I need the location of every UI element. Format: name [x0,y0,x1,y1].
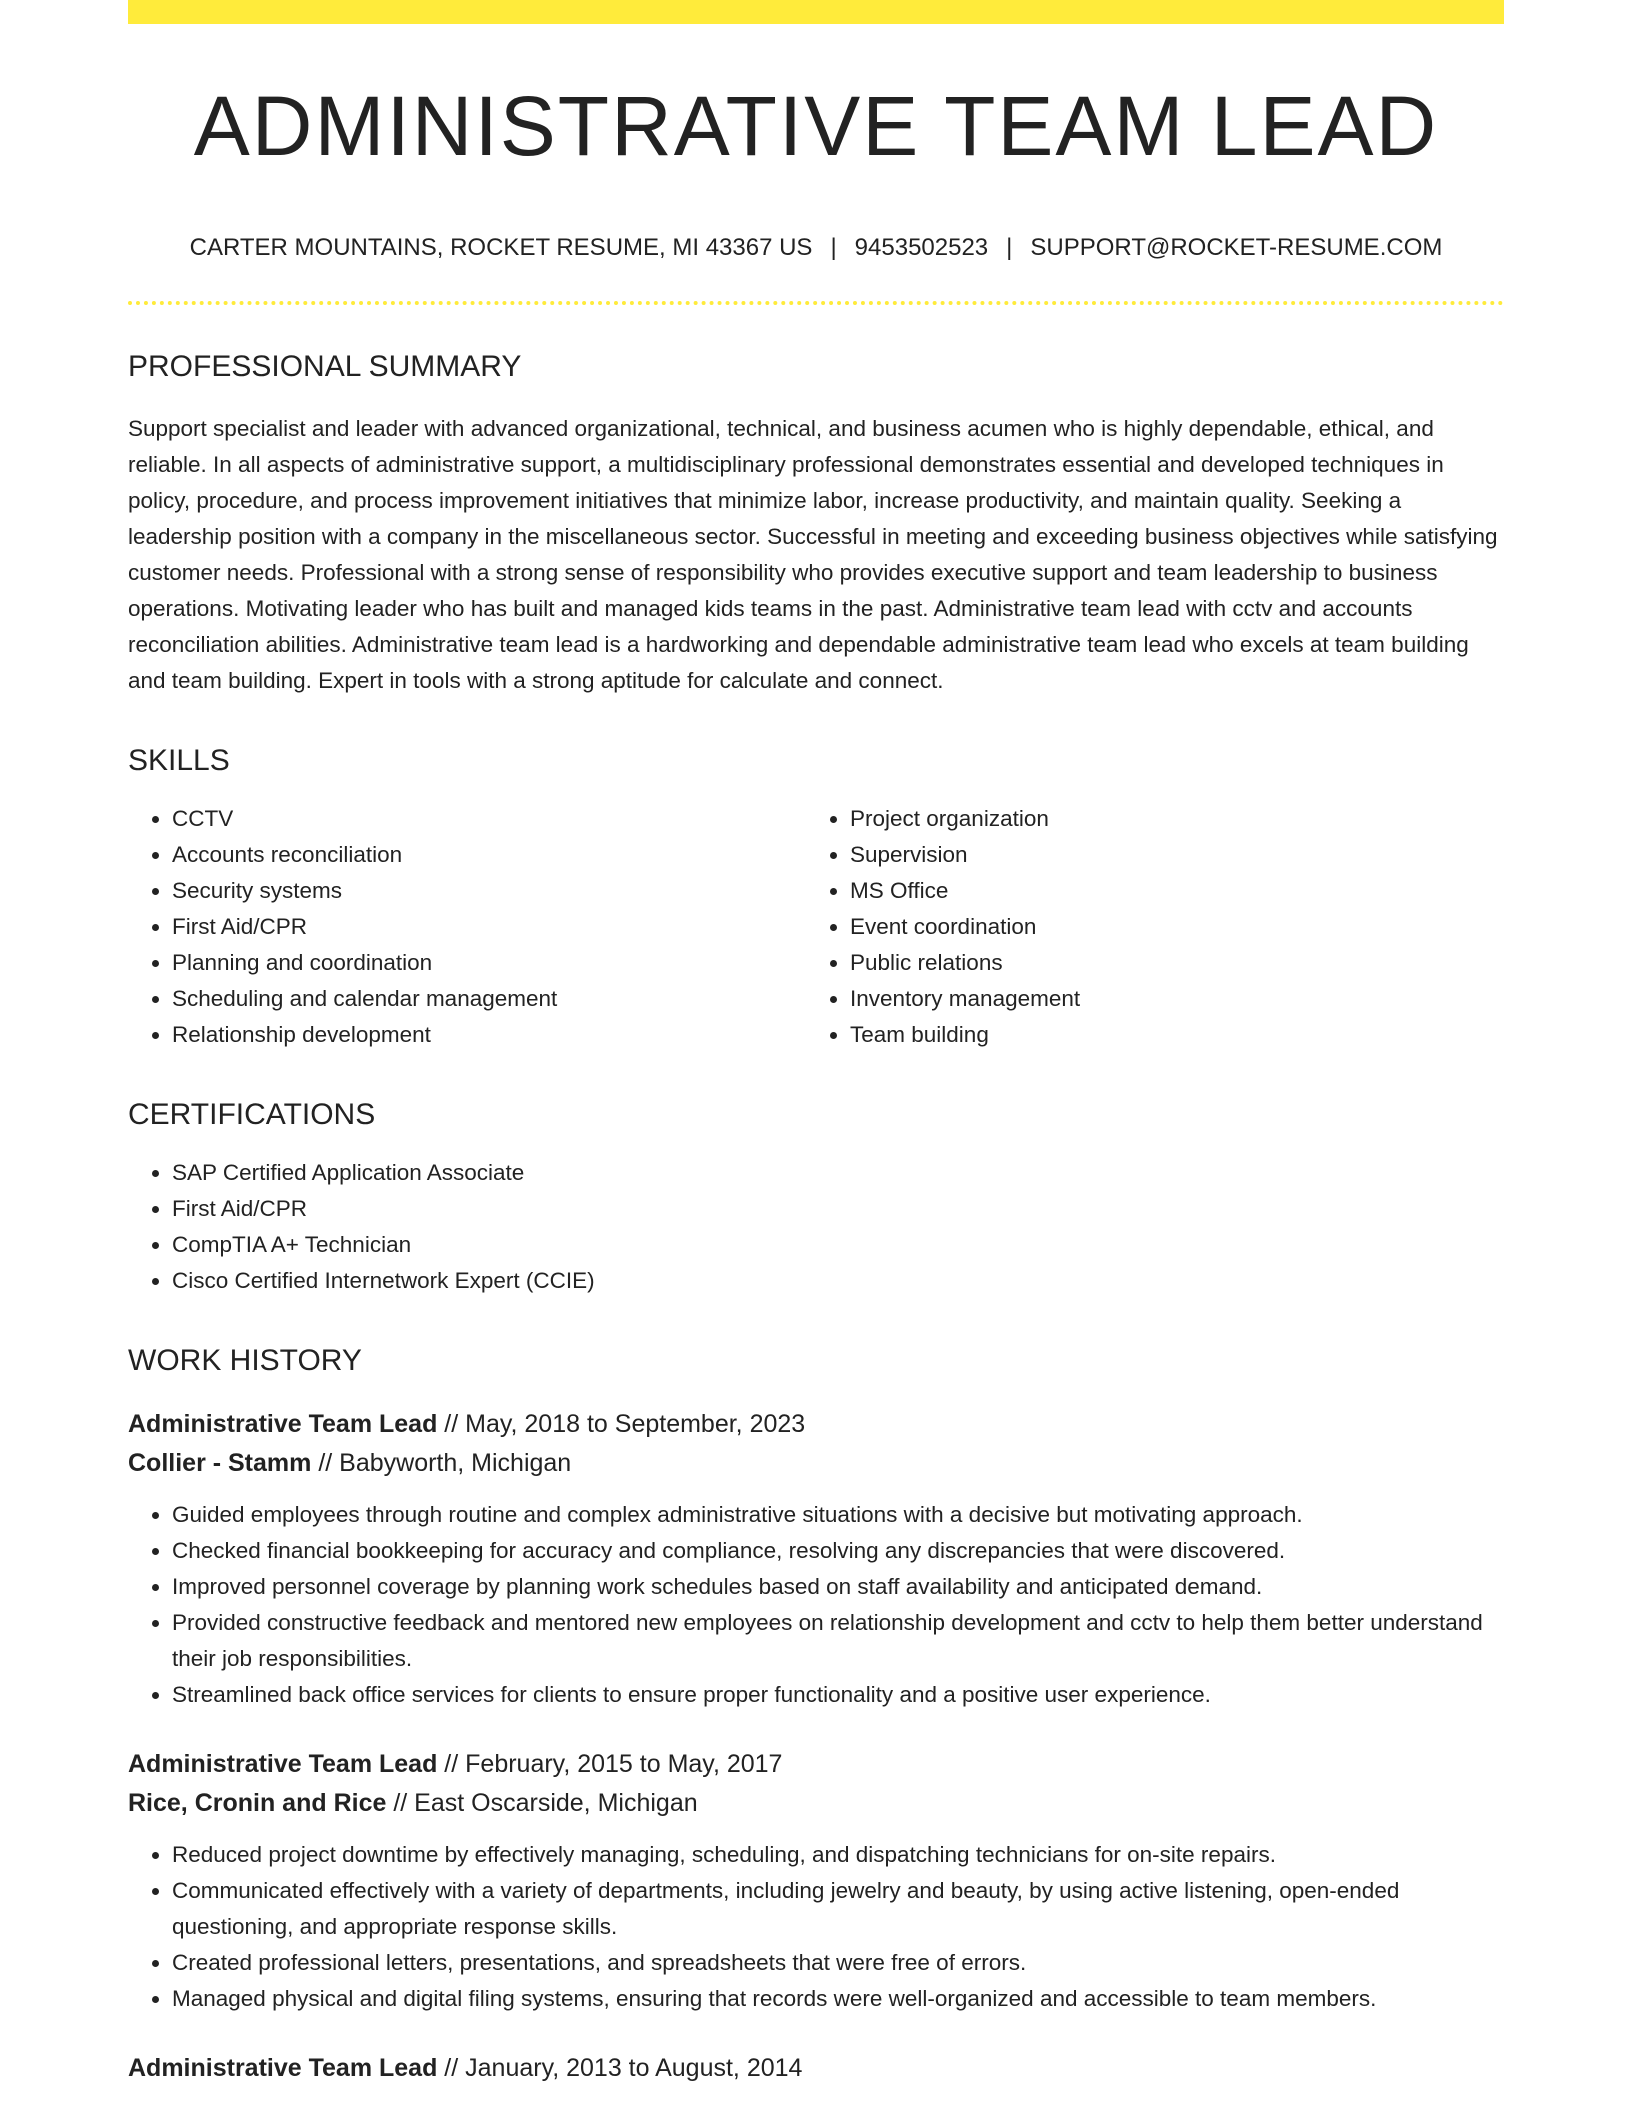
skills-list-right [806,801,1484,1053]
skills-list-left [128,801,806,1053]
skill-item: • First Aid/CPR [172,909,806,945]
job-bullets [128,1837,1504,2017]
certification-item: • First Aid/CPR [172,1191,1504,1227]
certifications-list [128,1155,1504,1299]
job-bullets [128,1497,1504,1713]
job-company-line [128,1784,1504,1823]
skill-item: • Inventory management [850,981,1484,1017]
job-role: Administrative Team Lead [128,1750,438,1779]
contact-separator: | [1006,234,1013,262]
certifications-section [128,1097,1504,1299]
skill-item: • Planning and coordination [172,945,806,981]
summary-section [128,349,1504,699]
resume-name: ADMINISTRATIVE TEAM LEAD [193,79,1439,173]
job-dates: // May, 2018 to September, 2023 [437,1410,806,1439]
skills-section [128,743,1504,1053]
job-location: // East Oscarside, Michigan [386,1789,698,1818]
skill-item: • Project organization [850,801,1484,837]
job-bullet: • Improved personnel coverage by planning work schedules based on staff availability and anticipated demand. [172,1569,1504,1605]
certification-item: • Cisco Certified Internetwork Expert (CCIE) [172,1263,1504,1299]
contact-separator: | [830,234,837,262]
contact-address: CARTER MOUNTAINS, ROCKET RESUME, MI 43367 US [189,234,813,262]
job-role: Administrative Team Lead [128,2054,438,2083]
job-entry [128,1405,1504,1713]
job-title-line [128,1405,1504,1444]
job-dates: // February, 2015 to May, 2017 [437,1750,783,1779]
certification-item: • SAP Certified Application Associate [172,1155,1504,1191]
job-role: Administrative Team Lead [128,1410,438,1439]
skill-item: • Team building [850,1017,1484,1053]
job-dates: // January, 2013 to August, 2014 [437,2054,803,2083]
job-bullet: • Managed physical and digital filing systems, ensuring that records were well-organized and accessible to team members. [172,1981,1504,2017]
skill-item: • Public relations [850,945,1484,981]
skills-heading: SKILLS [128,744,230,778]
resume-page [128,0,1504,2088]
job-bullet: • Provided constructive feedback and mentored new employees on relationship development and cctv to help them better understand their job responsibilities. [172,1605,1504,1677]
skill-item: • Security systems [172,873,806,909]
job-title-line [128,2049,1504,2088]
job-bullet: • Streamlined back office services for clients to ensure proper functionality and a positive user experience. [172,1677,1504,1713]
skill-item: • Event coordination [850,909,1484,945]
work-history-heading: WORK HISTORY [128,1344,362,1378]
job-entry [128,1745,1504,2017]
contact-line [128,234,1504,263]
skill-item: • Scheduling and calendar management [172,981,806,1017]
skill-item: • CCTV [172,801,806,837]
contact-email: SUPPORT@ROCKET-RESUME.COM [1030,234,1443,262]
job-company: Collier - Stamm [128,1449,312,1478]
job-bullet: • Created professional letters, presentations, and spreadsheets that were free of errors. [172,1945,1504,1981]
skill-item: • Supervision [850,837,1484,873]
work-history-section [128,1343,1504,2088]
skills-columns [128,801,1504,1053]
job-entry [128,2049,1504,2088]
summary-text: Support specialist and leader with advanced organizational, technical, and business acumen who is highly dependable, ethical, and reliable. In all aspects of administrative support, a multidisciplinary professional demonstrates essential and developed techniques in policy, procedure, and process improvement initiatives that minimize labor, increase productivity, and maintain quality. Seeking a leadership position with a company in the miscellaneous sector. Successful in meeting and exceeding business objectives while satisfying customer needs. Professional with a strong sense of responsibility who provides executive support and team leadership to business operations. Motivating leader who has built and managed kids teams in the past. Administrative team lead with cctv and accounts reconciliation abilities. Administrative team lead is a hardworking and dependable administrative team lead who excels at team building and team building. Expert in tools with a strong aptitude for calculate and connect. [128,416,1498,694]
job-company: Rice, Cronin and Rice [128,1789,387,1818]
job-location: // Babyworth, Michigan [311,1449,572,1478]
top-accent-bar [128,0,1504,24]
certifications-heading: CERTIFICATIONS [128,1098,376,1132]
job-bullet: • Checked financial bookkeeping for accuracy and compliance, resolving any discrepancies that were discovered. [172,1533,1504,1569]
skill-item: • Accounts reconciliation [172,837,806,873]
contact-phone: 9453502523 [854,234,989,262]
header-divider [128,301,1504,305]
job-bullet: • Guided employees through routine and complex administrative situations with a decisive but motivating approach. [172,1497,1504,1533]
skill-item: • MS Office [850,873,1484,909]
skill-item: • Relationship development [172,1017,806,1053]
certification-item: • CompTIA A+ Technician [172,1227,1504,1263]
job-company-line [128,1444,1504,1483]
job-bullet: • Communicated effectively with a variety of departments, including jewelry and beauty, by using active listening, open-ended questioning, and appropriate response skills. [172,1873,1504,1945]
job-title-line [128,1745,1504,1784]
summary-heading: PROFESSIONAL SUMMARY [128,350,522,384]
job-bullet: • Reduced project downtime by effectively managing, scheduling, and dispatching technicians for on-site repairs. [172,1837,1504,1873]
